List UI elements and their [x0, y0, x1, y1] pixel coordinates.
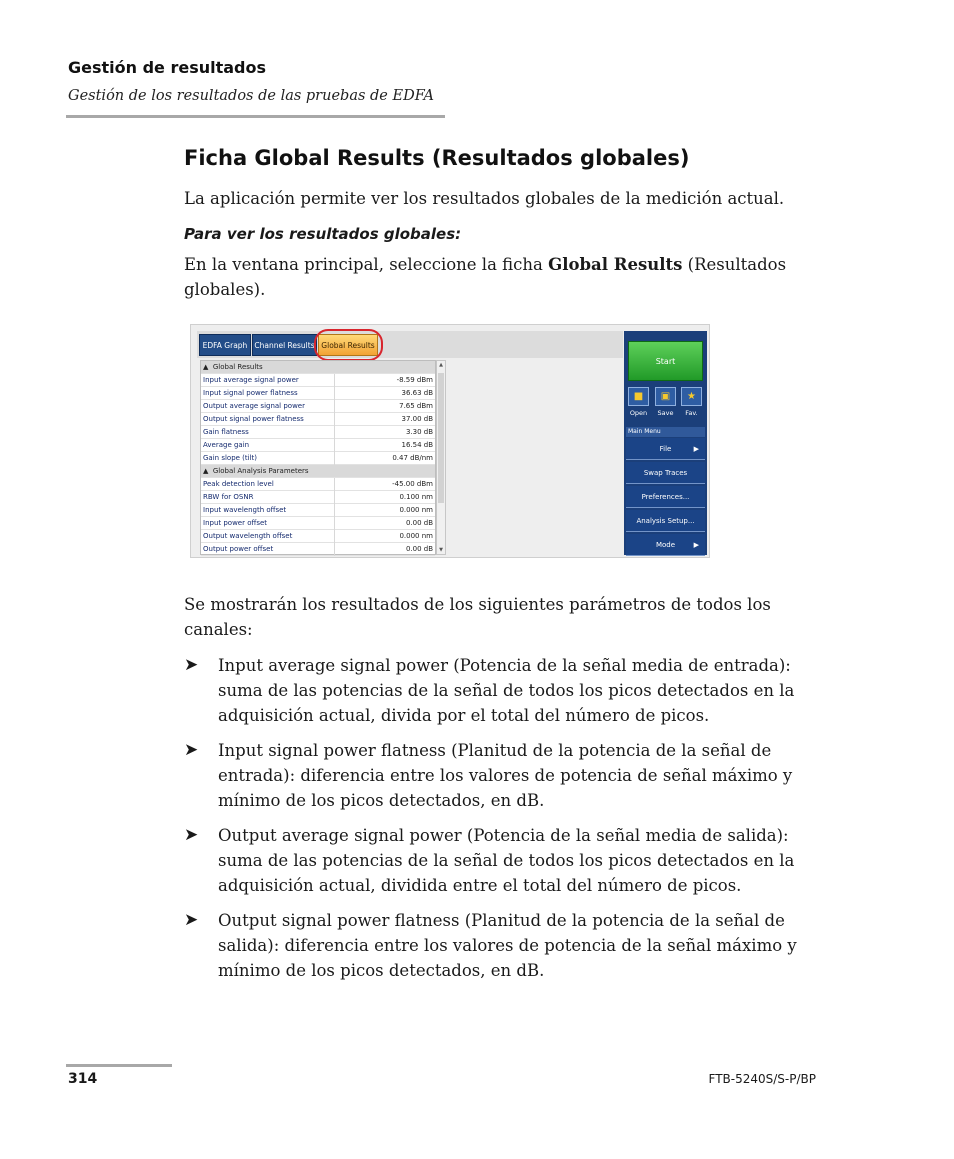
open-button-label: Open	[629, 409, 648, 417]
menu-item-analysis-setup[interactable]	[626, 510, 705, 532]
menu-item-swap-traces[interactable]	[626, 462, 705, 484]
tab-edfa-graph[interactable]: EDFA Graph	[199, 334, 251, 356]
column-divider	[334, 387, 335, 400]
row-label: Gain slope (tilt)	[203, 453, 258, 462]
list-item	[184, 738, 824, 813]
row-value: -8.59 dBm	[396, 375, 433, 384]
row-value: 36.63 dB	[401, 388, 433, 397]
row-label: Peak detection level	[203, 479, 274, 488]
row-label: Gain flatness	[203, 427, 249, 436]
step-paragraph	[184, 252, 824, 302]
table-row	[201, 400, 435, 413]
row-value: 0.00 dB	[405, 544, 433, 553]
step-text-before: En la ventana principal, seleccione la ficha	[184, 255, 549, 274]
arrow-bullet-icon: ➤	[184, 740, 199, 760]
row-label: Input signal power flatness	[203, 388, 298, 397]
column-divider	[334, 504, 335, 517]
table-row	[201, 478, 435, 491]
results-grid	[200, 360, 436, 555]
menu-item-file[interactable]	[626, 438, 705, 460]
menu-item-label: File	[659, 445, 672, 453]
list-item	[184, 908, 824, 983]
section-label: Global Analysis Parameters	[212, 466, 309, 475]
tab-channel-results[interactable]: Channel Results	[252, 334, 317, 356]
star-icon[interactable]: ★	[681, 387, 702, 406]
column-divider	[334, 478, 335, 491]
control-panel	[624, 331, 707, 555]
row-label: Average gain	[203, 440, 250, 449]
column-divider	[334, 374, 335, 387]
procedure-lead: Para ver los resultados globales:	[184, 225, 462, 243]
grid-scrollbar[interactable]	[436, 360, 446, 555]
section-subtitle: Gestión de los resultados de las pruebas de EDFA	[68, 88, 434, 104]
row-value: 0.000 nm	[399, 505, 433, 514]
highlight-circle	[314, 329, 383, 361]
table-row	[201, 426, 435, 439]
save-button-label: Save	[657, 409, 674, 417]
row-label: ▲ Global Analysis Parameters	[203, 466, 309, 475]
row-value: 37.00 dB	[401, 414, 433, 423]
column-divider	[334, 452, 335, 465]
row-value: 0.00 dB	[405, 518, 433, 527]
row-value: 0.000 nm	[399, 531, 433, 540]
list-item-text: Output signal power flatness (Planitud de la potencia de la señal de salida): diferencia entre los valores de potencia de la señal máximo y mínimo de los picos detectados, en dB.	[218, 911, 797, 980]
tab-global-results[interactable]: Global Results	[318, 334, 378, 356]
section-title: Gestión de resultados	[68, 58, 267, 77]
column-divider	[334, 413, 335, 426]
column-divider	[334, 426, 335, 439]
row-label: RBW for OSNR	[203, 492, 254, 501]
start-button[interactable]: Start	[628, 341, 703, 381]
column-divider	[334, 517, 335, 530]
row-label: Input wavelength offset	[203, 505, 287, 514]
table-row	[201, 387, 435, 400]
row-value: 16.54 dB	[401, 440, 433, 449]
table-row	[201, 452, 435, 465]
list-item	[184, 823, 824, 898]
list-item-text: Output average signal power (Potencia de la señal media de salida): suma de las potencias de la señal de todos los picos detectados en la adquisición actual, dividida entre el total del número de picos.	[218, 826, 795, 895]
section-row[interactable]	[201, 361, 435, 374]
results-intro: Se mostrarán los resultados de los siguientes parámetros de todos los canales:	[184, 595, 771, 639]
disk-icon[interactable]: ▣	[655, 387, 676, 406]
parameter-list	[184, 653, 824, 983]
row-value: 0.100 nm	[399, 492, 433, 501]
row-label: Output power offset	[203, 544, 274, 553]
tab-bar	[197, 331, 623, 358]
page-heading: Ficha Global Results (Resultados globales)	[184, 146, 690, 170]
arrow-bullet-icon: ➤	[184, 910, 199, 930]
row-value: -45.00 dBm	[392, 479, 433, 488]
menu-item-preferences[interactable]	[626, 486, 705, 508]
column-divider	[334, 400, 335, 413]
main-menu-header: Main Menu	[626, 427, 705, 437]
scroll-down-icon[interactable]: ▼	[439, 547, 443, 553]
menu-item-label: Swap Traces	[643, 469, 688, 477]
row-value: 3.30 dB	[405, 427, 433, 436]
row-value: 7.65 dBm	[399, 401, 433, 410]
menu-item-label: Preferences...	[641, 493, 690, 501]
main-content	[184, 146, 824, 993]
arrow-bullet-icon: ➤	[184, 655, 199, 675]
row-label: Input average signal power	[203, 375, 299, 384]
scroll-up-icon[interactable]: ▲	[439, 362, 443, 368]
column-divider	[334, 491, 335, 504]
step-bold-term: Global Results	[548, 255, 683, 274]
menu-item-mode[interactable]	[626, 534, 705, 556]
column-divider	[334, 439, 335, 452]
column-divider	[334, 543, 335, 556]
page-number: 314	[68, 1071, 98, 1087]
table-row	[201, 439, 435, 452]
column-divider	[334, 530, 335, 543]
document-reference: FTB-5240S/S-P/BP	[708, 1072, 816, 1086]
list-item-text: Input signal power flatness (Planitud de la potencia de la señal de entrada): diferencia entre los valores de potencia de señal máximo y mínimo de los picos detectados, en dB.	[218, 741, 793, 810]
step-text-after: (Resultados globales).	[184, 255, 787, 299]
folder-icon[interactable]: ■	[628, 387, 649, 406]
table-row	[201, 413, 435, 426]
section-row[interactable]	[201, 465, 435, 478]
footer-rule	[66, 1064, 172, 1067]
row-label: Input power offset	[203, 518, 268, 527]
list-item-text: Input average signal power (Potencia de la señal media de entrada): suma de las potencias de la señal de todos los picos detectados en la adquisición actual, divida por el total del número de picos.	[218, 656, 795, 725]
table-row	[201, 530, 435, 543]
row-label: ▲ Global Results	[203, 362, 263, 371]
fav-button-label: Fav.	[685, 409, 698, 417]
row-label: Output wavelength offset	[203, 531, 293, 540]
scroll-thumb[interactable]	[438, 373, 444, 503]
table-row	[201, 543, 435, 556]
header-rule	[66, 115, 445, 118]
table-row	[201, 491, 435, 504]
submenu-arrow-icon: ▶	[693, 541, 699, 549]
row-label: Output average signal power	[203, 401, 305, 410]
table-row	[201, 374, 435, 387]
table-row	[201, 517, 435, 530]
arrow-bullet-icon: ➤	[184, 825, 199, 845]
menu-item-label: Analysis Setup...	[636, 517, 695, 525]
row-value: 0.47 dB/nm	[392, 453, 433, 462]
app-screenshot	[190, 324, 710, 558]
section-label: Global Results	[212, 362, 263, 371]
row-label: Output signal power flatness	[203, 414, 304, 423]
list-item	[184, 653, 824, 728]
submenu-arrow-icon: ▶	[693, 445, 699, 453]
intro-paragraph: La aplicación permite ver los resultados globales de la medición actual.	[184, 189, 785, 208]
table-row	[201, 504, 435, 517]
menu-item-label: Mode	[655, 541, 676, 549]
